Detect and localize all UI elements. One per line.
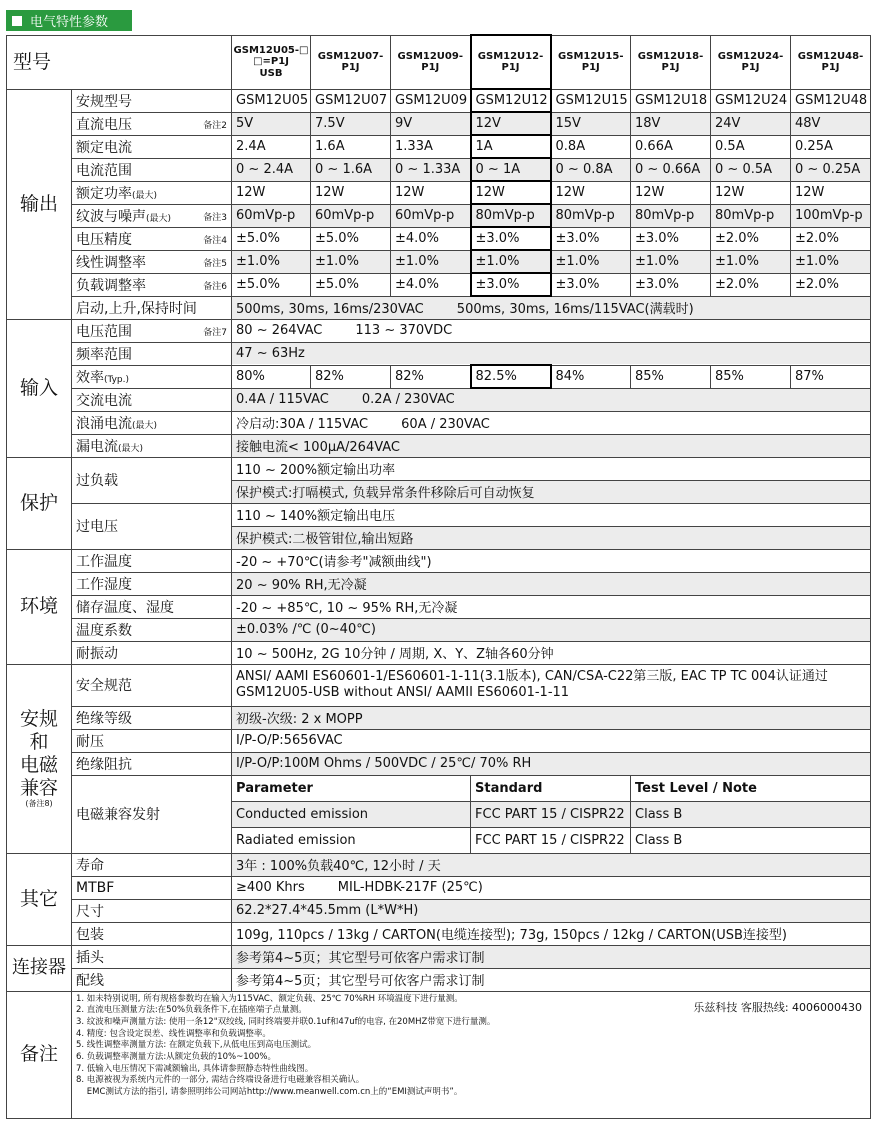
row-label: 频率范围 <box>72 342 232 365</box>
value-cell: GSM12U24 <box>711 89 791 112</box>
row-label: 浪涌电流(最大) <box>72 411 232 434</box>
row-label: 插头 <box>72 945 232 968</box>
group-others: 其它 <box>7 853 72 945</box>
note-line: 2. 直流电压测量方法:在50%负载条件下,在插座端子点量测。 <box>76 1005 307 1016</box>
row-label: 绝缘阻抗 <box>72 752 232 775</box>
value-cell: GSM12U12 <box>471 89 551 112</box>
value-cell: 保护模式:打嗝模式, 负载异常条件移除后可自动恢复 <box>232 480 871 503</box>
row-label: 电压精度 备注4 <box>72 227 232 250</box>
value-cell: ±1.0% <box>311 250 391 273</box>
value-cell: ±1.0% <box>471 250 551 273</box>
row-label: 交流电流 <box>72 388 232 411</box>
value-cell: 110 ~ 200%额定输出功率 <box>232 457 871 480</box>
value-cell: 0.4A / 115VAC 0.2A / 230VAC <box>232 388 871 411</box>
value-cell: 82% <box>391 365 471 388</box>
value-cell: 接触电流< 100μA/264VAC <box>232 434 871 457</box>
section-header <box>6 10 132 31</box>
note-line: 4. 精度: 包含设定误差、线性调整率和负载调整率。 <box>76 1028 271 1039</box>
value-cell: 80mVp-p <box>631 204 711 227</box>
row-label: 绝缘等级 <box>72 706 232 729</box>
group-connector: 连接器 <box>7 945 72 991</box>
value-cell: ±5.0% <box>232 227 311 250</box>
value-cell: 20 ~ 90% RH,无冷凝 <box>232 572 871 595</box>
value-cell: 80mVp-p <box>471 204 551 227</box>
value-cell: 0.5A <box>711 135 791 158</box>
value-cell: I/P-O/P:5656VAC <box>232 729 871 752</box>
row-label: 纹波与噪声(最大) 备注3 <box>72 204 232 227</box>
value-cell: 5V <box>232 112 311 135</box>
value-cell: 110 ~ 140%额定输出电压 <box>232 503 871 526</box>
value-cell: 82.5% <box>471 365 551 388</box>
value-cell: 109g, 110pcs / 13kg / CARTON(电缆连接型); 73g, 150pcs / 12kg / CARTON(USB连接型) <box>232 922 871 945</box>
note-line: 1. 如未特别说明, 所有规格参数均在输入为115VAC、额定负载、25℃ 70%RH 环境温度下进行量测。 <box>76 993 463 1004</box>
value-cell: 保护模式:二极管钳位,输出短路 <box>232 526 871 549</box>
value-cell: 0 ~ 0.5A <box>711 158 791 181</box>
row-label: 温度系数 <box>72 618 232 641</box>
value-cell: 60mVp-p <box>391 204 471 227</box>
value-cell: 87% <box>791 365 871 388</box>
value-cell: ±1.0% <box>791 250 871 273</box>
value-cell: 47 ~ 63Hz <box>232 342 871 365</box>
value-cell: ±1.0% <box>631 250 711 273</box>
model-header: GSM12U48-P1J <box>791 35 871 89</box>
model-header: GSM12U09-P1J <box>391 35 471 89</box>
value-cell: 0 ~ 1.6A <box>311 158 391 181</box>
value-cell: 62.2*27.4*45.5mm (L*W*H) <box>232 899 871 922</box>
emc-level: Class B <box>631 801 871 827</box>
model-label: 型号 <box>7 35 232 89</box>
value-cell: 85% <box>631 365 711 388</box>
value-cell: ±1.0% <box>711 250 791 273</box>
value-cell: 12W <box>791 181 871 204</box>
value-cell: 7.5V <box>311 112 391 135</box>
row-label: 额定功率(最大) <box>72 181 232 204</box>
value-cell: -20 ~ +70℃(请参考"减额曲线") <box>232 549 871 572</box>
value-cell: ±5.0% <box>232 273 311 296</box>
value-cell: ±1.0% <box>391 250 471 273</box>
value-cell: 12W <box>711 181 791 204</box>
note-line: 3. 纹波和噪声测量方法: 使用一条12"双绞线, 同时终端要并联0.1uf和47uf的电容, 在20MHZ带宽下进行量测。 <box>76 1016 496 1027</box>
emc-standard: FCC PART 15 / CISPR22 <box>471 827 631 853</box>
value-cell: 9V <box>391 112 471 135</box>
value-cell: GSM12U09 <box>391 89 471 112</box>
value-cell: 15V <box>551 112 631 135</box>
section-title: 电气特性参数 <box>30 15 109 30</box>
note-line: 5. 线性调整率测量方法: 在额定负载下,从低电压到高电压测试。 <box>76 1040 317 1051</box>
value-cell: 80mVp-p <box>711 204 791 227</box>
row-label: 耐振动 <box>72 641 232 664</box>
value-cell: ±5.0% <box>311 227 391 250</box>
value-cell: ±3.0% <box>471 227 551 250</box>
row-label: 耐压 <box>72 729 232 752</box>
value-cell: 0 ~ 0.25A <box>791 158 871 181</box>
row-label: 线性调整率 备注5 <box>72 250 232 273</box>
value-cell: 80% <box>232 365 311 388</box>
row-label: 负载调整率 备注6 <box>72 273 232 296</box>
row-label: MTBF <box>72 876 232 899</box>
value-cell: 60mVp-p <box>311 204 391 227</box>
row-label: 储存温度、湿度 <box>72 595 232 618</box>
value-cell: ±3.0% <box>631 273 711 296</box>
value-cell: 初级-次级: 2 x MOPP <box>232 706 871 729</box>
value-cell: ±2.0% <box>711 273 791 296</box>
row-label: 包装 <box>72 922 232 945</box>
value-cell: 24V <box>711 112 791 135</box>
row-label: 直流电压 备注2 <box>72 112 232 135</box>
group-protection: 保护 <box>7 457 72 549</box>
value-cell: 0 ~ 2.4A <box>232 158 311 181</box>
group-notes: 备注 <box>7 991 72 1118</box>
value-cell: 冷启动:30A / 115VAC 60A / 230VAC <box>232 411 871 434</box>
row-label: 过负载 <box>72 457 232 503</box>
value-cell: 0.25A <box>791 135 871 158</box>
row-label: 漏电流(最大) <box>72 434 232 457</box>
value-cell: 10 ~ 500Hz, 2G 10分钟 / 周期, X、Y、Z轴各60分钟 <box>232 641 871 664</box>
group-environment: 环境 <box>7 549 72 664</box>
value-cell: ±2.0% <box>791 227 871 250</box>
row-label: 寿命 <box>72 853 232 876</box>
value-cell: 0 ~ 0.8A <box>551 158 631 181</box>
value-cell: GSM12U05 <box>232 89 311 112</box>
row-label: 额定电流 <box>72 135 232 158</box>
row-label: 电磁兼容发射 <box>72 775 232 853</box>
hotline-text: 乐兹科技 客服热线: 4006000430 <box>693 1000 863 1014</box>
value-cell: ±2.0% <box>791 273 871 296</box>
row-label: 效率(Typ.) <box>72 365 232 388</box>
emc-header-parameter: Parameter <box>232 775 471 801</box>
row-label: 安规型号 <box>72 89 232 112</box>
value-cell: 84% <box>551 365 631 388</box>
value-cell: 80 ~ 264VAC 113 ~ 370VDC <box>232 319 871 342</box>
value-cell: ANSI/ AAMI ES60601-1/ES60601-1-11(3.1版本), CAN/CSA-C22第三版, EAC TP TC 004认证通过 GSM12U05-USB without ANSI/ AAMII ES60601-1-11 <box>232 664 871 706</box>
value-cell: 12W <box>311 181 391 204</box>
value-cell: 参考第4~5页；其它型号可依客户需求订制 <box>232 968 871 991</box>
value-cell: -20 ~ +85℃, 10 ~ 95% RH,无冷凝 <box>232 595 871 618</box>
value-cell: 1.33A <box>391 135 471 158</box>
value-cell: 2.4A <box>232 135 311 158</box>
value-cell: ≥400 Khrs MIL-HDBK-217F (25℃) <box>232 876 871 899</box>
value-cell: GSM12U18 <box>631 89 711 112</box>
row-label: 电流范围 <box>72 158 232 181</box>
group-safety-emc: 安规 和 电磁 兼容 (备注8) <box>7 664 72 853</box>
row-label: 安全规范 <box>72 664 232 706</box>
value-cell: ±2.0% <box>711 227 791 250</box>
value-cell: 12W <box>391 181 471 204</box>
value-cell: ±5.0% <box>311 273 391 296</box>
row-label: 电压范围 备注7 <box>72 319 232 342</box>
value-cell: GSM12U07 <box>311 89 391 112</box>
value-cell: ±1.0% <box>551 250 631 273</box>
note-line: 8. 电源被视为系统内元件的一部分, 需结合终端设备进行电磁兼容相关确认。 <box>76 1075 365 1086</box>
value-cell: 60mVp-p <box>232 204 311 227</box>
value-cell: 3年 : 100%负载40℃, 12小时 / 天 <box>232 853 871 876</box>
value-cell: GSM12U48 <box>791 89 871 112</box>
value-cell: 82% <box>311 365 391 388</box>
row-label: 过电压 <box>72 503 232 549</box>
notes-cell <box>72 991 871 1118</box>
value-cell: 1.6A <box>311 135 391 158</box>
emc-header-standard: Standard <box>471 775 631 801</box>
value-cell: ±3.0% <box>551 227 631 250</box>
value-cell: 80mVp-p <box>551 204 631 227</box>
note-line: 6. 负载调整率测量方法:从额定负载的10%~100%。 <box>76 1052 276 1063</box>
value-cell: I/P-O/P:100M Ohms / 500VDC / 25℃/ 70% RH <box>232 752 871 775</box>
value-cell: 12W <box>232 181 311 204</box>
value-cell: 85% <box>711 365 791 388</box>
row-label: 工作温度 <box>72 549 232 572</box>
value-cell: 18V <box>631 112 711 135</box>
value-cell: ±0.03% /℃ (0~40℃) <box>232 618 871 641</box>
row-label: 启动,上升,保持时间 <box>72 296 232 319</box>
value-cell: 48V <box>791 112 871 135</box>
value-cell: 500ms, 30ms, 16ms/230VAC 500ms, 30ms, 16ms/115VAC(满载时) <box>232 296 871 319</box>
value-cell: ±4.0% <box>391 227 471 250</box>
value-cell: 0.8A <box>551 135 631 158</box>
emc-header-level: Test Level / Note <box>631 775 871 801</box>
emc-parameter: Radiated emission <box>232 827 471 853</box>
value-cell: ±3.0% <box>471 273 551 296</box>
value-cell: 12V <box>471 112 551 135</box>
spec-table <box>6 34 871 1119</box>
model-header: GSM12U12-P1J <box>471 35 551 89</box>
value-cell: 12W <box>631 181 711 204</box>
model-header: GSM12U07-P1J <box>311 35 391 89</box>
model-header: GSM12U05-□ □=P1J USB <box>232 35 311 89</box>
value-cell: ±4.0% <box>391 273 471 296</box>
value-cell: 参考第4~5页；其它型号可依客户需求订制 <box>232 945 871 968</box>
row-label: 尺寸 <box>72 899 232 922</box>
square-icon <box>12 16 22 26</box>
emc-standard: FCC PART 15 / CISPR22 <box>471 801 631 827</box>
value-cell: ±3.0% <box>551 273 631 296</box>
model-header: GSM12U18-P1J <box>631 35 711 89</box>
value-cell: 0.66A <box>631 135 711 158</box>
value-cell: 1A <box>471 135 551 158</box>
value-cell: ±1.0% <box>232 250 311 273</box>
row-label: 配线 <box>72 968 232 991</box>
group-input: 输入 <box>7 319 72 457</box>
model-header: GSM12U24-P1J <box>711 35 791 89</box>
model-header: GSM12U15-P1J <box>551 35 631 89</box>
emc-parameter: Conducted emission <box>232 801 471 827</box>
note-line: EMC测试方法的指引, 请参照明纬公司网站http://www.meanwell.com.cn上的“EMI测试声明书”。 <box>76 1087 463 1098</box>
value-cell: 12W <box>471 181 551 204</box>
value-cell: 12W <box>551 181 631 204</box>
value-cell: ±3.0% <box>631 227 711 250</box>
group-output: 输出 <box>7 89 72 319</box>
value-cell: 0 ~ 1A <box>471 158 551 181</box>
value-cell: 0 ~ 0.66A <box>631 158 711 181</box>
value-cell: GSM12U15 <box>551 89 631 112</box>
value-cell: 0 ~ 1.33A <box>391 158 471 181</box>
value-cell: 100mVp-p <box>791 204 871 227</box>
row-label: 工作湿度 <box>72 572 232 595</box>
note-line: 7. 低输入电压情况下需减额输出, 具体请参照静态特性曲线图。 <box>76 1063 314 1074</box>
emc-level: Class B <box>631 827 871 853</box>
